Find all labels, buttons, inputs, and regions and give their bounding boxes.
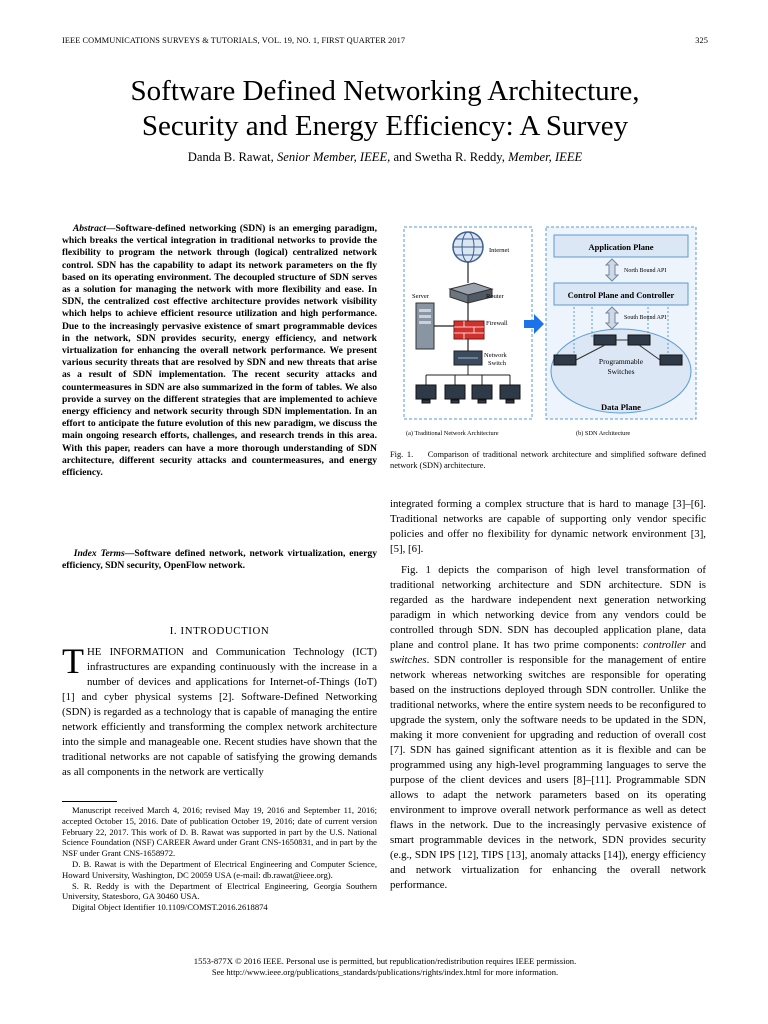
internet-globe-icon [453, 232, 483, 262]
figure-1 [402, 223, 698, 441]
footnote-doi: Digital Object Identifier 10.1109/COMST.2016.2618874 [72, 902, 268, 913]
author-conj: and Swetha R. Reddy, [393, 150, 505, 164]
computer-icon [416, 385, 520, 403]
author-2-role: Member, IEEE [508, 150, 583, 164]
right-para-cont-text: integrated forming a complex structure that is hard to manage [3]–[6]. Traditional networks are capable of supporting only vendor specific policies and offer no flexibility for dynamic network environment [3], [5], [6]. [390, 498, 706, 555]
index-terms-text: Software defined network, network virtualization, energy efficiency, SDN security, OpenFlow network. [62, 548, 377, 572]
page-number: 325 [695, 36, 708, 45]
footnote-divider [62, 801, 117, 802]
intro-paragraph [62, 641, 377, 780]
figure-caption [390, 449, 706, 471]
index-terms [62, 548, 377, 572]
north-bound-api-label: North Bound API [624, 268, 667, 274]
figure-caption-text: Comparison of traditional network architecture and simplified software defined network (SDN) architecture. [390, 450, 706, 470]
transformation-arrow-icon [524, 314, 544, 334]
term-controller: controller [643, 639, 686, 651]
network-switch-label-2: Switch [488, 360, 507, 367]
south-bound-api-label: South Bound API [624, 315, 667, 321]
copyright-line-1: 1553-877X © 2016 IEEE. Personal use is permitted, but republication/redistribution requires IEEE permission. [193, 956, 577, 966]
right-paragraph-continued [390, 497, 706, 557]
subcaption-a: (a) Traditional Network Architecture [406, 430, 499, 437]
title-line-2: Security and Energy Efficiency: A Survey [141, 110, 629, 142]
server-label: Server [412, 293, 429, 300]
footnote-rawat: D. B. Rawat is with the Department of Electrical Engineering and Computer Science, Howard University, Washington, DC 20059 USA (e-mail: db.rawat@ieee.org). [62, 858, 377, 880]
firewall-label: Firewall [486, 320, 508, 327]
right-paragraph-2 [390, 563, 706, 893]
paper-title [40, 74, 730, 144]
router-label: Router [486, 293, 504, 300]
application-plane-label: Application Plane [588, 242, 654, 252]
footnotes [62, 805, 377, 913]
right-para-2-and: and [685, 639, 707, 651]
right-para-2-part-a: Fig. 1 depicts the comparison of high level transformation of traditional networking architecture and SDN architecture. SDN is regarded as the hardware independent next generation networking paradigm in which networking device from any vendors could be controlled through SDN. SDN has decoupled application plane, data plane and control plane. It has two prime components: [390, 564, 706, 651]
title-line-1: Software Defined Networking Architecture, [130, 75, 640, 107]
footnote-reddy: S. R. Reddy is with the Department of Electrical Engineering, Georgia Southern University, Statesboro, GA 30460 USA. [62, 880, 377, 902]
intro-text: HE INFORMATION and Communication Technology (ICT) infrastructures are expanding continuously with the increase in a number of devices and applications for Internet-of-Things (IoT) [1] and cyber physical systems [2]. Software-Defined Networking (SDN) is regarded as a technology that is capable of managing the entire network efficiently and transforming the complex network architecture into the simple and manageable one. Recent studies have shown that the traditional networks are not capable of satisfying the growing demands as all components in the network are vertically [62, 646, 377, 778]
programmable-label-2: Switches [607, 367, 635, 376]
internet-label: Internet [489, 247, 510, 254]
author-1-role: Senior Member, IEEE, [276, 150, 391, 164]
firewall-icon [454, 321, 484, 339]
right-para-2-part-b: . SDN controller is responsible for the management of entire network whereas networking switches are responsible for operating based on the instructions deployed through SDN controller. Unlike the traditional networks, where the entire system needs to be reconfigured to upgrade the system, only the software needs to be updated in the SDN, making it more convenient for upgrading and reduction of overall cost [7]. SDN has gained significant attention as it is flexible and can be programmed using any high-level programming languages to serve the purpose of the client devices and users [8]–[11]. Programmable SDN allows to adapt the network parameters based on its operating environment to improve overall network performance as well as detect flaws in the network. Due to the increasingly pervasive existence of smart programmable devices in the network, SDN provides security (e.g., SDN IPS [12], TIPS [13], anomaly attacks [14]), energy efficiency and network virtualization for enhancing the overall network performance. [390, 654, 706, 891]
abstract [62, 223, 377, 479]
network-switch-label-1: Network [484, 352, 507, 359]
control-plane-label: Control Plane and Controller [567, 290, 675, 300]
abstract-lead: Abstract— [72, 223, 116, 234]
network-switch-icon [454, 351, 482, 365]
term-switches: switches [390, 654, 427, 666]
data-plane-label: Data Plane [601, 402, 641, 412]
drop-cap: T [62, 641, 84, 681]
server-icon [416, 303, 434, 349]
author-1: Danda B. Rawat, [187, 150, 274, 164]
author-line [40, 150, 730, 165]
journal-name: IEEE COMMUNICATIONS SURVEYS & TUTORIALS, VOL. 19, NO. 1, FIRST QUARTER 2017 [62, 36, 406, 45]
programmable-label-1: Programmable [598, 357, 644, 366]
figure-caption-label: Fig. 1. [390, 450, 414, 459]
footnote-manuscript: Manuscript received March 4, 2016; revised May 19, 2016 and September 11, 2016; accepted October 15, 2016. Date of publication October 19, 2016; date of current version February 22, 2017. This work of D. B. Rawat was supported in part by the U.S. National Science Foundation (NSF) CAREER Award under Grant CNS-1650831, and in part by the NSF under Grant CNS-1658972. [62, 805, 377, 859]
copyright-note [62, 956, 708, 978]
index-terms-lead: Index Terms— [73, 548, 135, 559]
section-heading: I. INTRODUCTION [169, 625, 270, 637]
figure-1-diagram [402, 223, 698, 441]
abstract-text: Software-defined networking (SDN) is an emerging paradigm, which breaks the vertical integration in traditional networks to provide the flexibility to program the network through (logical) centralized network control. SDN has the capability to adapt its network parameters on the fly based on its operating environment. The decoupled structure of SDN serves as a solution for managing the network with more flexibility and ease. In SDN, the centralized cost effective architecture provides network visibility which helps to achieve efficient resource utilization and high performance. Due to the increasingly pervasive existence of smart programmable devices in the network, SDN provides security, energy efficiency, and network virtualization for enhancing the overall network performance. We present various security threats that are resolved by SDN and new threats that arise as a result of SDN implementation. The recent security attacks and countermeasures in SDN are also summarized in the form of tables. We also provide a survey on the different strategies that are implemented to achieve energy efficiency and network security through SDN implementation. In an effort to anticipate the future evolution of this new paradigm, we discuss the main ongoing research efforts, challenges, and research trends in this area. With this paper, readers can have a more thorough understanding of SDN architecture, different security attacks and countermeasures, and energy efficiency. [62, 223, 377, 479]
right-para-2-text [390, 563, 706, 893]
copyright-line-2: See http://www.ieee.org/publications_standards/publications/rights/index.html for more information. [211, 967, 559, 977]
running-head [62, 36, 708, 45]
subcaption-b: (b) SDN Architecture [576, 430, 631, 437]
